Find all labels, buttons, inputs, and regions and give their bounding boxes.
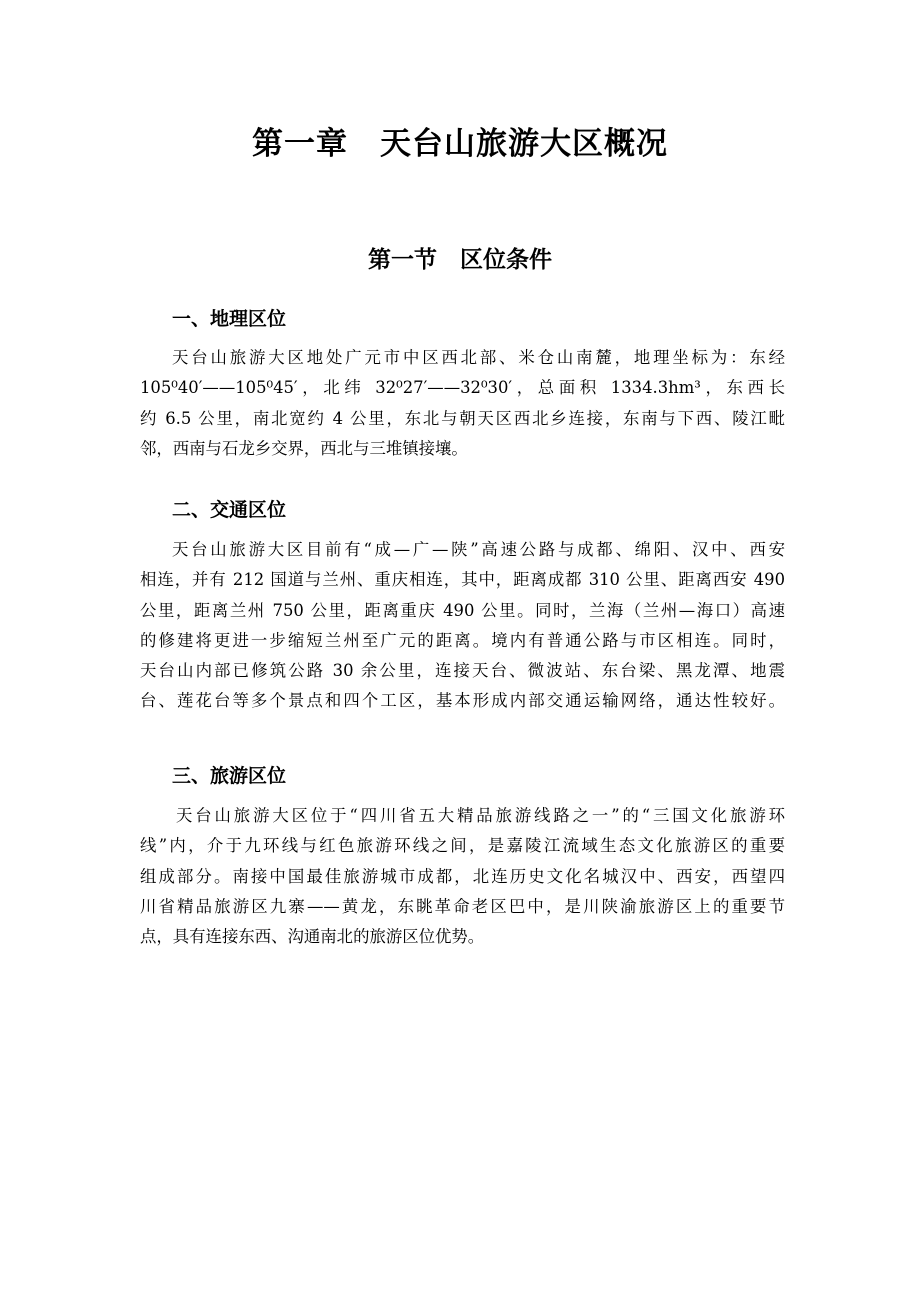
paragraph-tourism <box>140 801 785 952</box>
paragraph-line: 105⁰40′——105⁰45′，北纬 32⁰27′——32⁰30′，总面积 1334.3hm³，东西长 <box>140 378 785 398</box>
paragraph-line: 线”内，介于九环线与红色旅游环线之间，是嘉陵江流域生态文化旅游区的重要 <box>140 836 785 856</box>
paragraph-line: 公里，距离兰州 750 公里，距离重庆 490 公里。同时，兰海（兰州—海口）高速 <box>140 600 785 620</box>
paragraph-line: 组成部分。南接中国最佳旅游城市成都，北连历史文化名城汉中、西安，西望四 <box>140 866 785 886</box>
paragraph-geography <box>140 343 785 464</box>
paragraph-line: 邻，西南与石龙乡交界，西北与三堆镇接壤。 <box>140 438 468 458</box>
chapter-title: 第一章 天台山旅游大区概况 <box>252 126 668 162</box>
paragraph-line: 约 6.5 公里，南北宽约 4 公里，东北与朝天区西北乡连接，东南与下西、陵江毗 <box>140 408 785 428</box>
paragraph-line: 川省精品旅游区九寨——黄龙，东眺革命老区巴中，是川陕渝旅游区上的重要节 <box>140 896 785 916</box>
subsection-heading-tourism: 三、旅游区位 <box>172 765 287 787</box>
section-title: 第一节 区位条件 <box>368 247 552 273</box>
paragraph-line: 天台山旅游大区地处广元市中区西北部、米仓山南麓，地理坐标为：东经 <box>172 348 785 367</box>
paragraph-line: 的修建将更进一步缩短兰州至广元的距离。境内有普通公路与市区相连。同时， <box>140 630 785 650</box>
subsection-heading-transport: 二、交通区位 <box>172 499 287 521</box>
paragraph-line: 天台山内部已修筑公路 30 余公里，连接天台、微波站、东台梁、黑龙潭、地震 <box>140 661 785 681</box>
subsection-heading-geography: 一、地理区位 <box>172 308 287 330</box>
paragraph-line: 台、莲花台等多个景点和四个工区，基本形成内部交通运输网络，通达性较好。 <box>140 691 785 711</box>
paragraph-line: 相连，并有 212 国道与兰州、重庆相连，其中，距离成都 310 公里、距离西安 490 <box>140 570 785 590</box>
paragraph-line: 点，具有连接东西、沟通南北的旅游区位优势。 <box>140 927 485 947</box>
paragraph-line: 天台山旅游大区目前有“成—广—陕”高速公路与成都、绵阳、汉中、西安 <box>172 540 785 559</box>
paragraph-line: 天台山旅游大区位于“四川省五大精品旅游线路之一”的“三国文化旅游环 <box>176 806 785 825</box>
paragraph-transport <box>140 535 785 717</box>
